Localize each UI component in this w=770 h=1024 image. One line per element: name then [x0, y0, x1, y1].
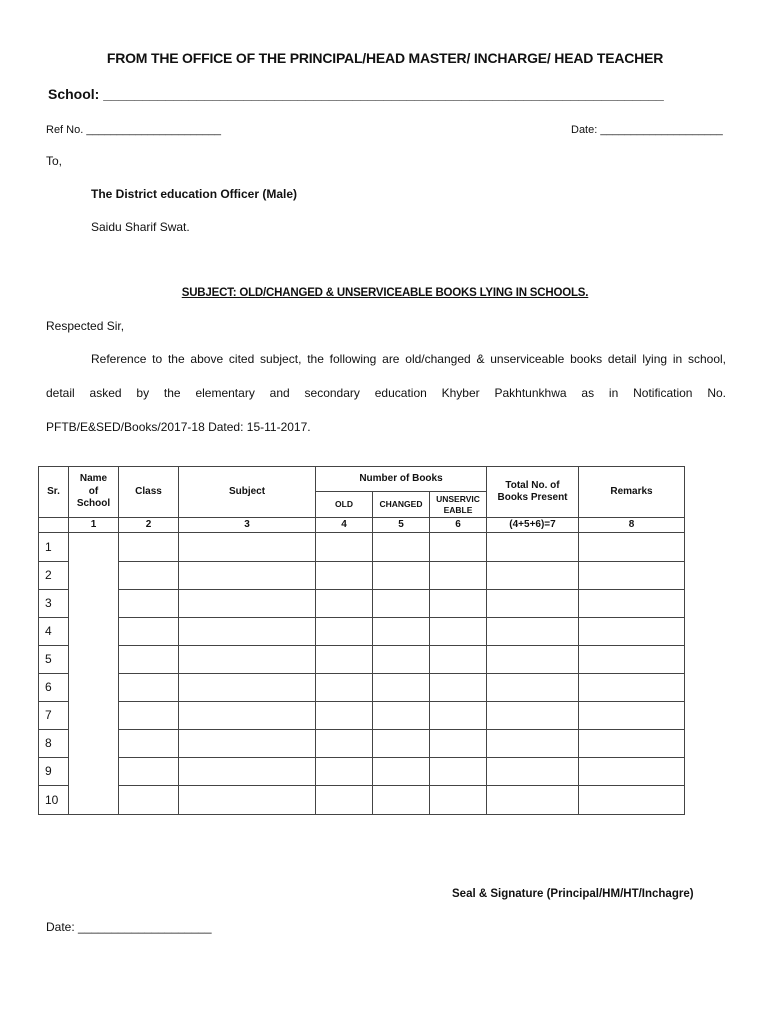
table-cell[interactable]	[179, 758, 316, 786]
table-cell[interactable]	[316, 674, 373, 702]
table-cell[interactable]	[179, 786, 316, 815]
table-row-number: 3	[39, 590, 69, 618]
table-row-number: 6	[39, 674, 69, 702]
header-class: Class	[119, 467, 179, 518]
salutation: Respected Sir,	[46, 319, 125, 333]
table-cell[interactable]	[179, 590, 316, 618]
table-cell[interactable]	[579, 590, 685, 618]
table-cell[interactable]	[316, 786, 373, 815]
table-cell[interactable]	[373, 562, 430, 590]
recipient: The District education Officer (Male)	[91, 187, 298, 201]
table-cell[interactable]	[373, 730, 430, 758]
table-cell[interactable]	[430, 730, 487, 758]
table-cell[interactable]	[179, 674, 316, 702]
table-cell[interactable]	[119, 533, 179, 562]
ref-no-field: Ref No. ______________________	[46, 124, 221, 136]
colnum-3: 3	[179, 518, 316, 533]
table-cell[interactable]	[487, 646, 579, 674]
table-cell[interactable]	[119, 786, 179, 815]
table-cell[interactable]	[179, 730, 316, 758]
table-cell[interactable]	[430, 674, 487, 702]
table-cell[interactable]	[373, 533, 430, 562]
table-cell[interactable]	[579, 674, 685, 702]
document-title: FROM THE OFFICE OF THE PRINCIPAL/HEAD MASTER/ INCHARGE/ HEAD TEACHER	[106, 50, 664, 66]
table-cell[interactable]	[179, 618, 316, 646]
table-cell[interactable]	[487, 786, 579, 815]
table-row-number: 2	[39, 562, 69, 590]
table-cell[interactable]	[487, 702, 579, 730]
header-sr: Sr.	[39, 467, 69, 518]
table-cell[interactable]	[119, 590, 179, 618]
table-cell[interactable]	[579, 702, 685, 730]
table-cell[interactable]	[579, 618, 685, 646]
table-cell[interactable]	[119, 562, 179, 590]
table-cell[interactable]	[487, 618, 579, 646]
name-of-school-cell[interactable]	[69, 533, 119, 815]
books-table	[38, 466, 685, 815]
header-unserviceable: UNSERVIC EABLE	[430, 492, 487, 518]
table-cell[interactable]	[373, 702, 430, 730]
table-cell[interactable]	[179, 646, 316, 674]
header-number-of-books: Number of Books	[316, 467, 487, 492]
table-cell[interactable]	[487, 562, 579, 590]
table-cell[interactable]	[487, 590, 579, 618]
table-row-number: 8	[39, 730, 69, 758]
table-cell[interactable]	[487, 533, 579, 562]
table-cell[interactable]	[119, 730, 179, 758]
table-row-number: 5	[39, 646, 69, 674]
date-field: Date: ____________________	[571, 124, 723, 136]
table-cell[interactable]	[373, 758, 430, 786]
colnum-7: (4+5+6)=7	[487, 518, 579, 533]
header-old: OLD	[316, 492, 373, 518]
body-line-2: detail asked by the elementary and secondary education Khyber Pakhtunkhwa as in Notification No.	[46, 386, 726, 400]
table-cell[interactable]	[430, 590, 487, 618]
colnum-blank	[39, 518, 69, 533]
table-cell[interactable]	[579, 758, 685, 786]
table-row-number: 9	[39, 758, 69, 786]
colnum-6: 6	[430, 518, 487, 533]
table-cell[interactable]	[316, 646, 373, 674]
table-cell[interactable]	[373, 674, 430, 702]
table-row-number: 4	[39, 618, 69, 646]
table-cell[interactable]	[316, 618, 373, 646]
table-cell[interactable]	[119, 618, 179, 646]
table-cell[interactable]	[316, 758, 373, 786]
table-row-number: 7	[39, 702, 69, 730]
table-cell[interactable]	[430, 786, 487, 815]
colnum-1: 1	[69, 518, 119, 533]
table-cell[interactable]	[316, 702, 373, 730]
header-changed: CHANGED	[373, 492, 430, 518]
body-line-1: Reference to the above cited subject, the following are old/changed & unserviceable books detail lying in school,	[91, 352, 726, 366]
header-subject: Subject	[179, 467, 316, 518]
table-row-number: 1	[39, 533, 69, 562]
table-cell[interactable]	[430, 702, 487, 730]
recipient-location: Saidu Sharif Swat.	[91, 220, 190, 234]
table-cell[interactable]	[430, 758, 487, 786]
header-remarks: Remarks	[579, 467, 685, 518]
table-cell[interactable]	[316, 533, 373, 562]
colnum-5: 5	[373, 518, 430, 533]
colnum-8: 8	[579, 518, 685, 533]
table-cell[interactable]	[179, 702, 316, 730]
table-cell[interactable]	[430, 562, 487, 590]
colnum-4: 4	[316, 518, 373, 533]
table-cell[interactable]	[430, 618, 487, 646]
table-cell[interactable]	[316, 562, 373, 590]
header-name-of-school: Name of School	[69, 467, 119, 518]
table-cell[interactable]	[119, 702, 179, 730]
bottom-date-field: Date: ____________________	[46, 920, 212, 934]
table-cell[interactable]	[179, 533, 316, 562]
table-cell[interactable]	[487, 730, 579, 758]
table-cell[interactable]	[430, 533, 487, 562]
table-cell[interactable]	[430, 646, 487, 674]
table-cell[interactable]	[579, 786, 685, 815]
table-cell[interactable]	[119, 674, 179, 702]
colnum-2: 2	[119, 518, 179, 533]
table-cell[interactable]	[373, 786, 430, 815]
table-cell[interactable]	[487, 674, 579, 702]
table-cell[interactable]	[579, 533, 685, 562]
table-cell[interactable]	[119, 646, 179, 674]
subject-line: SUBJECT: OLD/CHANGED & UNSERVICEABLE BOOKS LYING IN SCHOOLS.	[181, 287, 589, 299]
table-cell[interactable]	[487, 758, 579, 786]
table-cell[interactable]	[373, 646, 430, 674]
header-total: Total No. of Books Present	[487, 467, 579, 518]
school-field: School: ________________________________________________________________________	[48, 86, 664, 102]
table-cell[interactable]	[179, 562, 316, 590]
to-label: To,	[46, 154, 63, 168]
table-cell[interactable]	[316, 730, 373, 758]
table-cell[interactable]	[316, 590, 373, 618]
table-cell[interactable]	[373, 590, 430, 618]
table-cell[interactable]	[579, 562, 685, 590]
table-cell[interactable]	[579, 646, 685, 674]
table-cell[interactable]	[119, 758, 179, 786]
table-cell[interactable]	[579, 730, 685, 758]
table-row-number: 10	[39, 786, 69, 815]
seal-signature-label: Seal & Signature (Principal/HM/HT/Inchagre)	[452, 888, 694, 900]
table-cell[interactable]	[373, 618, 430, 646]
body-line-3: PFTB/E&SED/Books/2017-18 Dated: 15-11-2017.	[46, 420, 311, 434]
